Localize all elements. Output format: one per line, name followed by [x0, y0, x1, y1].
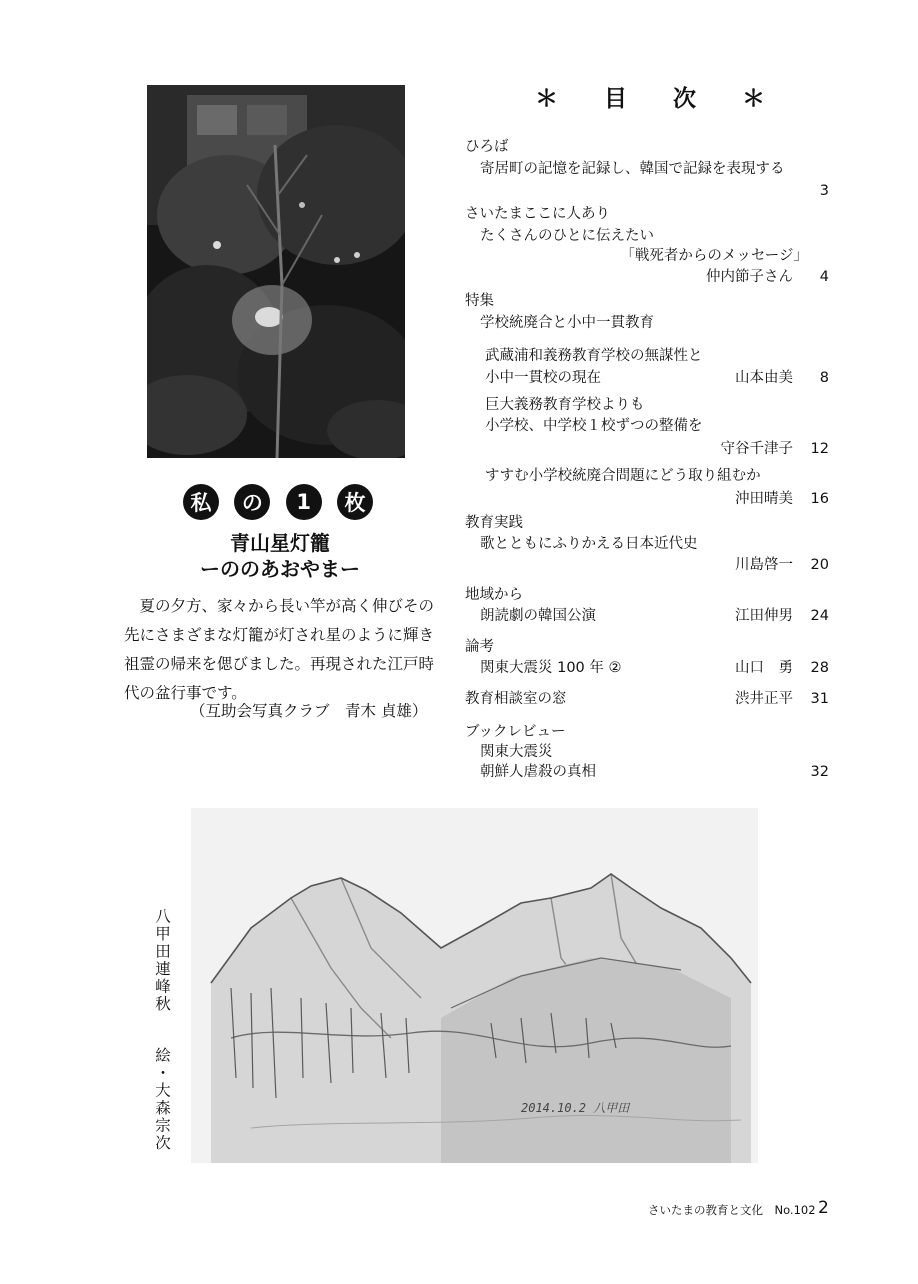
toc-entry-title: 武蔵浦和義務教育学校の無謀性と — [485, 348, 703, 364]
toc-entry-author: 渋井正平 — [735, 691, 793, 707]
toc-entry-page: 31 — [810, 691, 829, 707]
toc-entry-title: 寄居町の記憶を記録し、韓国で記録を表現する — [480, 161, 785, 177]
toc-section-label: 地域から — [465, 587, 523, 603]
toc-entry-title: 小学校、中学校１校ずつの整備を — [485, 418, 703, 434]
photo-caption-text: 夏の夕方、家々から長い竿が高く伸びその先にさまざまな灯籠が灯され星のように輝き祖霊の帰来を偲びました。再現された江戸時代の盆行事です。 — [124, 597, 435, 702]
photo-title — [140, 530, 420, 582]
toc-feature-theme: 学校統廃合と小中一貫教育 — [480, 315, 654, 331]
toc-entry-page: 28 — [810, 660, 829, 676]
series-char: 枚 — [337, 484, 373, 520]
footer-publication: さいたまの教育と文化 No.102 — [648, 1203, 816, 1217]
toc-heading — [535, 85, 765, 113]
toc-section-label: 論考 — [465, 639, 494, 655]
toc-entry-author: 山本由美 — [735, 370, 793, 386]
sketch-title: 八甲田連峰秋 — [153, 908, 171, 1013]
toc-entry-title: 小中一貫校の現在 — [485, 370, 601, 386]
photo-title-sub: ーののあおやまー — [200, 557, 360, 581]
mountain-sketch-image — [191, 808, 758, 1163]
toc-entry-title: 歌とともにふりかえる日本近代史 — [480, 536, 698, 552]
series-char: の — [234, 484, 270, 520]
sketch-artist: 絵・大森宗次 — [153, 1047, 171, 1152]
toc-entry-author: 仲内節子さん — [706, 269, 793, 285]
toc-entry-page: 3 — [819, 183, 829, 199]
toc-section-label: 特集 — [465, 293, 494, 309]
toc-section-label: ブックレビュー — [465, 724, 566, 740]
toc-entry-page: 24 — [810, 608, 829, 624]
toc-entry-page: 8 — [819, 370, 829, 386]
toc-entry-author: 山口 勇 — [735, 660, 793, 676]
toc-heading-char: ＊ — [742, 86, 765, 112]
toc-entry-author: 江田伸男 — [735, 608, 793, 624]
toc-entry-author: 沖田晴美 — [735, 491, 793, 507]
toc-entry-title: たくさんのひとに伝えたい — [480, 228, 654, 244]
toc-entry-page: 32 — [810, 764, 829, 780]
toc-section-label: ひろば — [465, 139, 509, 155]
photo-title-main: 青山星灯籠 — [230, 531, 330, 555]
toc-entry-title: 朗読劇の韓国公演 — [480, 608, 596, 624]
toc-entry-title: 関東大震災 100 年 ② — [480, 660, 622, 676]
toc-entry-page: 4 — [819, 269, 829, 285]
toc-entry-title: すすむ小学校統廃合問題にどう取り組むか — [485, 468, 761, 484]
series-title — [183, 483, 373, 521]
toc-entry-author: 守谷千津子 — [720, 441, 793, 457]
mountain-sketch — [191, 808, 758, 1163]
toc-entry-page: 20 — [810, 557, 829, 573]
toc-entry-title: 関東大震災 — [480, 744, 553, 760]
toc-entry-page: 12 — [810, 441, 829, 457]
series-char: 私 — [183, 484, 219, 520]
toc-section-label: 教育実践 — [465, 515, 523, 531]
garden-photo-image — [147, 85, 405, 458]
page-number: 2 — [818, 1198, 829, 1218]
photo-credit: （互助会写真クラブ 青木 貞雄） — [190, 702, 428, 720]
toc-entry-title: 「戦死者からのメッセージ」 — [620, 248, 808, 264]
toc-heading-char: ＊ — [535, 86, 558, 112]
series-char: 1 — [286, 484, 322, 520]
toc-heading-char: 目 — [604, 86, 627, 112]
toc-entry-page: 16 — [810, 491, 829, 507]
toc-heading-char: 次 — [673, 86, 696, 112]
garden-photo — [147, 85, 405, 458]
photo-caption — [124, 592, 436, 708]
sketch-inscription: 2014.10.2 八甲田 — [521, 1101, 630, 1115]
toc-entry-title: 朝鮮人虐殺の真相 — [480, 764, 596, 780]
toc-entry-title: 巨大義務教育学校よりも — [485, 397, 645, 413]
toc-entry-author: 川島啓一 — [735, 557, 793, 573]
toc-section-label: さいたまここに人あり — [465, 206, 610, 222]
toc-section-label: 教育相談室の窓 — [465, 691, 567, 707]
